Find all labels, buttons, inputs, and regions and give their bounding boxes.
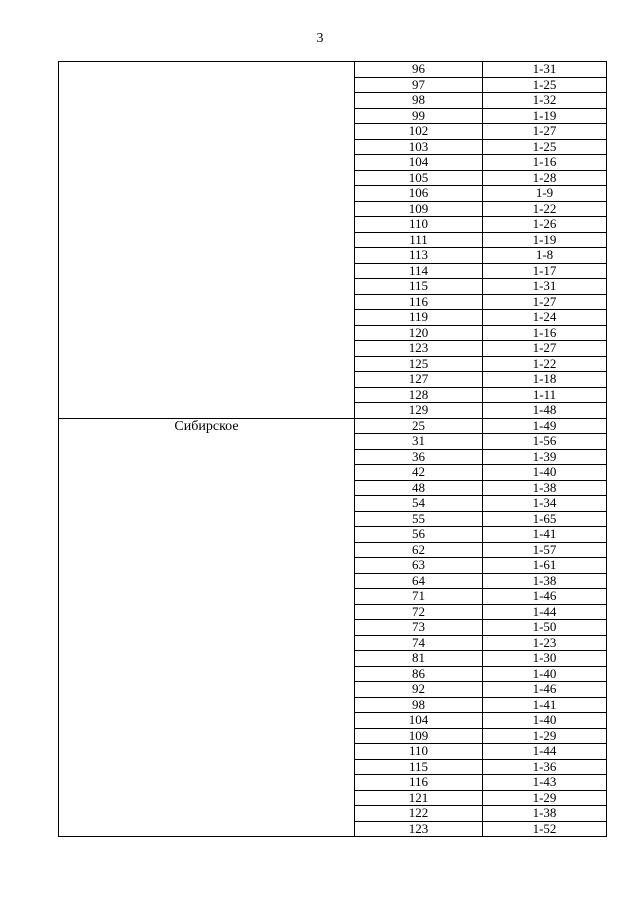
value-cell: 1-31 [483, 279, 607, 295]
number-cell: 119 [355, 310, 483, 326]
table-body [59, 62, 607, 837]
number-cell: 115 [355, 279, 483, 295]
number-cell: 81 [355, 651, 483, 667]
group-name-cell [59, 62, 355, 419]
value-cell: 1-38 [483, 806, 607, 822]
value-cell: 1-56 [483, 434, 607, 450]
value-cell: 1-16 [483, 155, 607, 171]
number-cell: 98 [355, 93, 483, 109]
number-cell: 104 [355, 155, 483, 171]
number-cell: 74 [355, 635, 483, 651]
value-cell: 1-32 [483, 93, 607, 109]
value-cell: 1-28 [483, 170, 607, 186]
number-cell: 128 [355, 387, 483, 403]
number-cell: 72 [355, 604, 483, 620]
number-cell: 25 [355, 418, 483, 434]
value-cell: 1-40 [483, 713, 607, 729]
number-cell: 54 [355, 496, 483, 512]
value-cell: 1-23 [483, 635, 607, 651]
number-cell: 109 [355, 728, 483, 744]
number-cell: 129 [355, 403, 483, 419]
value-cell: 1-16 [483, 325, 607, 341]
value-cell: 1-40 [483, 666, 607, 682]
number-cell: 71 [355, 589, 483, 605]
value-cell: 1-52 [483, 821, 607, 837]
number-cell: 121 [355, 790, 483, 806]
number-cell: 114 [355, 263, 483, 279]
value-cell: 1-34 [483, 496, 607, 512]
value-cell: 1-30 [483, 651, 607, 667]
number-cell: 109 [355, 201, 483, 217]
value-cell: 1-43 [483, 775, 607, 791]
number-cell: 62 [355, 542, 483, 558]
value-cell: 1-38 [483, 573, 607, 589]
number-cell: 127 [355, 372, 483, 388]
value-cell: 1-44 [483, 604, 607, 620]
value-cell: 1-27 [483, 124, 607, 140]
data-table [58, 61, 607, 837]
table-row [59, 418, 607, 434]
value-cell: 1-65 [483, 511, 607, 527]
value-cell: 1-48 [483, 403, 607, 419]
group-name-cell: Сибирское [59, 418, 355, 837]
value-cell: 1-17 [483, 263, 607, 279]
number-cell: 110 [355, 744, 483, 760]
value-cell: 1-44 [483, 744, 607, 760]
number-cell: 96 [355, 62, 483, 78]
number-cell: 103 [355, 139, 483, 155]
number-cell: 98 [355, 697, 483, 713]
value-cell: 1-22 [483, 201, 607, 217]
value-cell: 1-18 [483, 372, 607, 388]
value-cell: 1-9 [483, 186, 607, 202]
number-cell: 123 [355, 341, 483, 357]
number-cell: 102 [355, 124, 483, 140]
value-cell: 1-57 [483, 542, 607, 558]
value-cell: 1-29 [483, 790, 607, 806]
number-cell: 55 [355, 511, 483, 527]
number-cell: 125 [355, 356, 483, 372]
number-cell: 123 [355, 821, 483, 837]
value-cell: 1-41 [483, 527, 607, 543]
value-cell: 1-50 [483, 620, 607, 636]
value-cell: 1-46 [483, 589, 607, 605]
number-cell: 64 [355, 573, 483, 589]
number-cell: 42 [355, 465, 483, 481]
value-cell: 1-22 [483, 356, 607, 372]
value-cell: 1-40 [483, 465, 607, 481]
value-cell: 1-26 [483, 217, 607, 233]
number-cell: 113 [355, 248, 483, 264]
value-cell: 1-39 [483, 449, 607, 465]
value-cell: 1-41 [483, 697, 607, 713]
number-cell: 122 [355, 806, 483, 822]
value-cell: 1-61 [483, 558, 607, 574]
value-cell: 1-36 [483, 759, 607, 775]
number-cell: 115 [355, 759, 483, 775]
value-cell: 1-25 [483, 77, 607, 93]
number-cell: 116 [355, 775, 483, 791]
value-cell: 1-27 [483, 294, 607, 310]
number-cell: 97 [355, 77, 483, 93]
number-cell: 99 [355, 108, 483, 124]
number-cell: 36 [355, 449, 483, 465]
number-cell: 111 [355, 232, 483, 248]
value-cell: 1-11 [483, 387, 607, 403]
number-cell: 92 [355, 682, 483, 698]
number-cell: 31 [355, 434, 483, 450]
number-cell: 106 [355, 186, 483, 202]
number-cell: 73 [355, 620, 483, 636]
number-cell: 63 [355, 558, 483, 574]
value-cell: 1-25 [483, 139, 607, 155]
value-cell: 1-19 [483, 108, 607, 124]
value-cell: 1-49 [483, 418, 607, 434]
number-cell: 104 [355, 713, 483, 729]
number-cell: 116 [355, 294, 483, 310]
table-row [59, 62, 607, 78]
value-cell: 1-8 [483, 248, 607, 264]
number-cell: 56 [355, 527, 483, 543]
page-number: 3 [316, 31, 324, 46]
number-cell: 48 [355, 480, 483, 496]
number-cell: 110 [355, 217, 483, 233]
value-cell: 1-24 [483, 310, 607, 326]
value-cell: 1-46 [483, 682, 607, 698]
value-cell: 1-38 [483, 480, 607, 496]
value-cell: 1-27 [483, 341, 607, 357]
number-cell: 86 [355, 666, 483, 682]
number-cell: 120 [355, 325, 483, 341]
number-cell: 105 [355, 170, 483, 186]
value-cell: 1-31 [483, 62, 607, 78]
value-cell: 1-19 [483, 232, 607, 248]
value-cell: 1-29 [483, 728, 607, 744]
